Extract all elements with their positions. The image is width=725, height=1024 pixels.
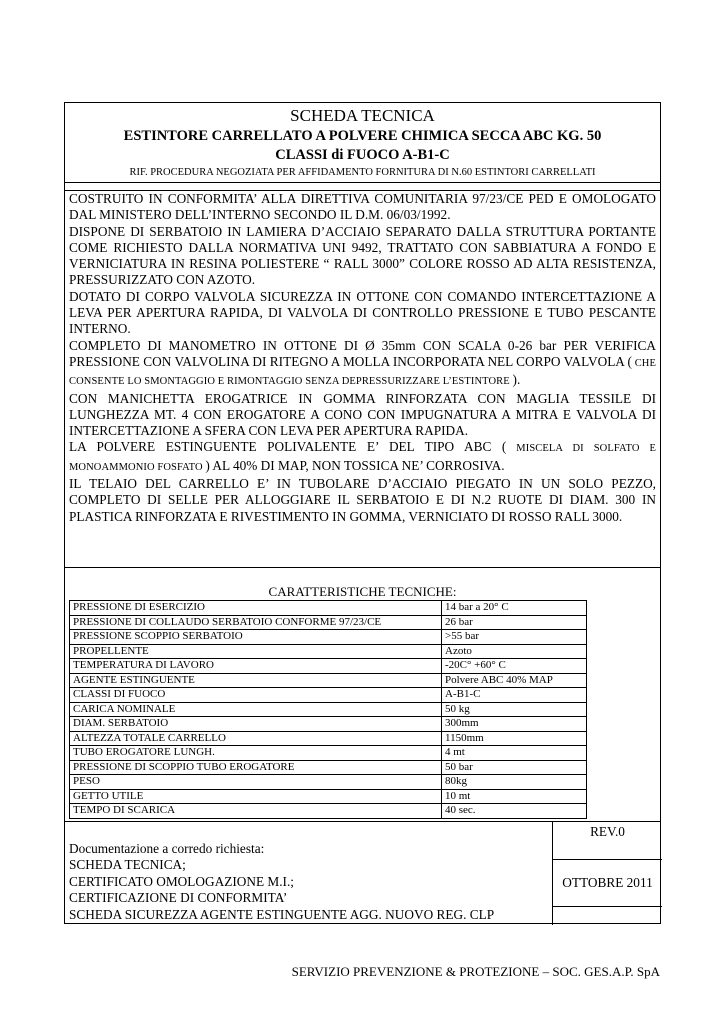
spec-value: Polvere ABC 40% MAP <box>442 673 587 688</box>
spec-label: TEMPERATURA DI LAVORO <box>70 659 442 674</box>
description-paragraph: DOTATO DI CORPO VALVOLA SICUREZZA IN OTTONE CON COMANDO INTERCETTAZIONE A LEVA PER APERTURA RAPIDA, DI VALVOLA DI CONTROLLO PRESSIONE E TUBO PESCANTE INTERNO. <box>69 288 656 337</box>
spec-label: CARICA NOMINALE <box>70 702 442 717</box>
specs-row <box>70 775 587 790</box>
description-paragraph <box>69 338 656 391</box>
spec-value: Azoto <box>442 644 587 659</box>
spec-label: ALTEZZA TOTALE CARRELLO <box>70 731 442 746</box>
specs-row <box>70 630 587 645</box>
description-text: LA POLVERE ESTINGUENTE POLIVALENTE E’ DEL TIPO ABC ( <box>69 439 507 455</box>
documentation-intro: Documentazione a corredo richiesta: <box>69 841 265 856</box>
description-paragraph <box>69 439 656 476</box>
header-divider <box>65 182 660 191</box>
spec-label: TEMPO DI SCARICA <box>70 804 442 819</box>
datasheet-frame <box>64 102 661 924</box>
specs-row <box>70 644 587 659</box>
specs-row <box>70 804 587 819</box>
spec-value: A-B1-C <box>442 688 587 703</box>
documentation-list <box>69 841 494 923</box>
spec-value: 50 bar <box>442 760 587 775</box>
spec-value: 50 kg <box>442 702 587 717</box>
specs-row <box>70 746 587 761</box>
revision-date: OTTOBRE 2011 <box>553 859 662 907</box>
specs-row <box>70 717 587 732</box>
specs-row <box>70 673 587 688</box>
spec-value: 26 bar <box>442 615 587 630</box>
specs-row <box>70 789 587 804</box>
description-paragraph: IL TELAIO DEL CARRELLO E’ IN TUBOLARE D’ACCIAIO PIEGATO IN UN SOLO PEZZO, COMPLETO DI SELLE PER ALLOGGIARE IL SERBATOIO E DI N.2 RUOTE DI DIAM. 300 IN PLASTICA RINFORZATA E RIVESTIMENTO IN GOMMA, VERNICIATO DI ROSSO RALL 3000. <box>69 476 656 524</box>
spec-value: 300mm <box>442 717 587 732</box>
spec-value: 1150mm <box>442 731 587 746</box>
document-header <box>65 103 660 183</box>
specs-row <box>70 659 587 674</box>
description-paragraph: CON MANICHETTA EROGATRICE IN GOMMA RINFORZATA CON MAGLIA TESSILE DI LUNGHEZZA MT. 4 CON EROGATORE A CONO CON IMPUGNATURA A MITRA E VALVOLA DI INTERCETTAZIONE A SFERA CON LEVA PER APERTURA RAPIDA. <box>69 390 656 439</box>
description-note: MISCELA DI SOLFATO E MONOAMMONIO FOSFATO <box>69 443 656 473</box>
specs-row <box>70 702 587 717</box>
description-note: CHE CONSENTE LO SMONTAGGIO E RIMONTAGGIO SENZA DEPRESSURIZZARE L’ESTINTORE <box>69 357 656 388</box>
description-text: ) AL 40% DI MAP, NON TOSSICA NE’ CORROSIVA. <box>205 457 505 473</box>
specs-row <box>70 601 587 616</box>
spec-label: PRESSIONE DI COLLAUDO SERBATOIO CONFORME 97/23/CE <box>70 615 442 630</box>
spec-value: 4 mt <box>442 746 587 761</box>
spec-label: PRESSIONE DI ESERCIZIO <box>70 601 442 616</box>
product-title: ESTINTORE CARRELLATO A POLVERE CHIMICA SECCA ABC KG. 50 <box>123 128 602 144</box>
spec-label: PROPELLENTE <box>70 644 442 659</box>
description-text: COMPLETO DI MANOMETRO IN OTTONE DI Ø 35mm CON SCALA 0-26 bar PER VERIFICA PRESSIONE CON VALVOLINA DI RITEGNO A MOLLA INCORPORATA NEL CORPO VALVOLA ( <box>69 337 656 369</box>
documentation-item: CERTIFICATO OMOLOGAZIONE M.I.; <box>69 873 294 889</box>
spec-value: -20C° +60° C <box>442 659 587 674</box>
specs-title: CARATTERISTICHE TECNICHE: <box>268 584 457 599</box>
spec-value: 10 mt <box>442 789 587 804</box>
description-paragraph: DISPONE DI SERBATOIO IN LAMIERA D’ACCIAIO SEPARATO DALLA STRUTTURA PORTANTE COME RICHIESTO DALLA NORMATIVA UNI 9492, TRATTATO CON SABBIATURA A FONDO E VERNICIATURA IN RESINA POLIESTERE “ RALL 3000” COLORE ROSSO AD ALTA RESISTENZA, PRESSURIZZATO CON AZOTO. <box>69 223 656 288</box>
specs-table <box>69 600 587 819</box>
documentation-item: SCHEDA SICUREZZA AGENTE ESTINGUENTE AGG. NUOVO REG. CLP <box>69 906 495 922</box>
specs-row <box>70 760 587 775</box>
spec-value: 14 bar a 20° C <box>442 601 587 616</box>
spec-label: TUBO EROGATORE LUNGH. <box>70 746 442 761</box>
revision-column <box>552 822 662 925</box>
documentation-item: SCHEDA TECNICA; <box>69 857 186 873</box>
description-text: ). <box>512 372 521 388</box>
spec-label: CLASSI DI FUOCO <box>70 688 442 703</box>
document-title: SCHEDA TECNICA <box>290 106 435 125</box>
spec-value: >55 bar <box>442 630 587 645</box>
specs-row <box>70 731 587 746</box>
spec-label: AGENTE ESTINGUENTE <box>70 673 442 688</box>
spec-value: 80kg <box>442 775 587 790</box>
spec-label: GETTO UTILE <box>70 789 442 804</box>
page-footer: SERVIZIO PREVENZIONE & PROTEZIONE – SOC. GES.A.P. SpA <box>291 964 660 979</box>
product-description <box>65 191 660 568</box>
specs-row <box>70 688 587 703</box>
documentation-section <box>65 821 660 925</box>
description-paragraph: COSTRUITO IN CONFORMITA’ ALLA DIRETTIVA COMUNITARIA 97/23/CE PED E OMOLOGATO DAL MINISTERO DELL’INTERNO SECONDO IL D.M. 06/03/1992. <box>69 191 656 223</box>
fire-classes: CLASSI di FUOCO A-B1-C <box>275 147 450 163</box>
spec-value: 40 sec. <box>442 804 587 819</box>
spec-label: PRESSIONE DI SCOPPIO TUBO EROGATORE <box>70 760 442 775</box>
spec-label: DIAM. SERBATOIO <box>70 717 442 732</box>
revision-label: REV.0 <box>553 822 662 860</box>
spec-label: PESO <box>70 775 442 790</box>
specs-row <box>70 615 587 630</box>
procurement-reference: RIF. PROCEDURA NEGOZIATA PER AFFIDAMENTO FORNITURA DI N.60 ESTINTORI CARRELLATI <box>129 167 596 178</box>
documentation-item: CERTIFICAZIONE DI CONFORMITA’ <box>69 890 288 906</box>
spec-label: PRESSIONE SCOPPIO SERBATOIO <box>70 630 442 645</box>
